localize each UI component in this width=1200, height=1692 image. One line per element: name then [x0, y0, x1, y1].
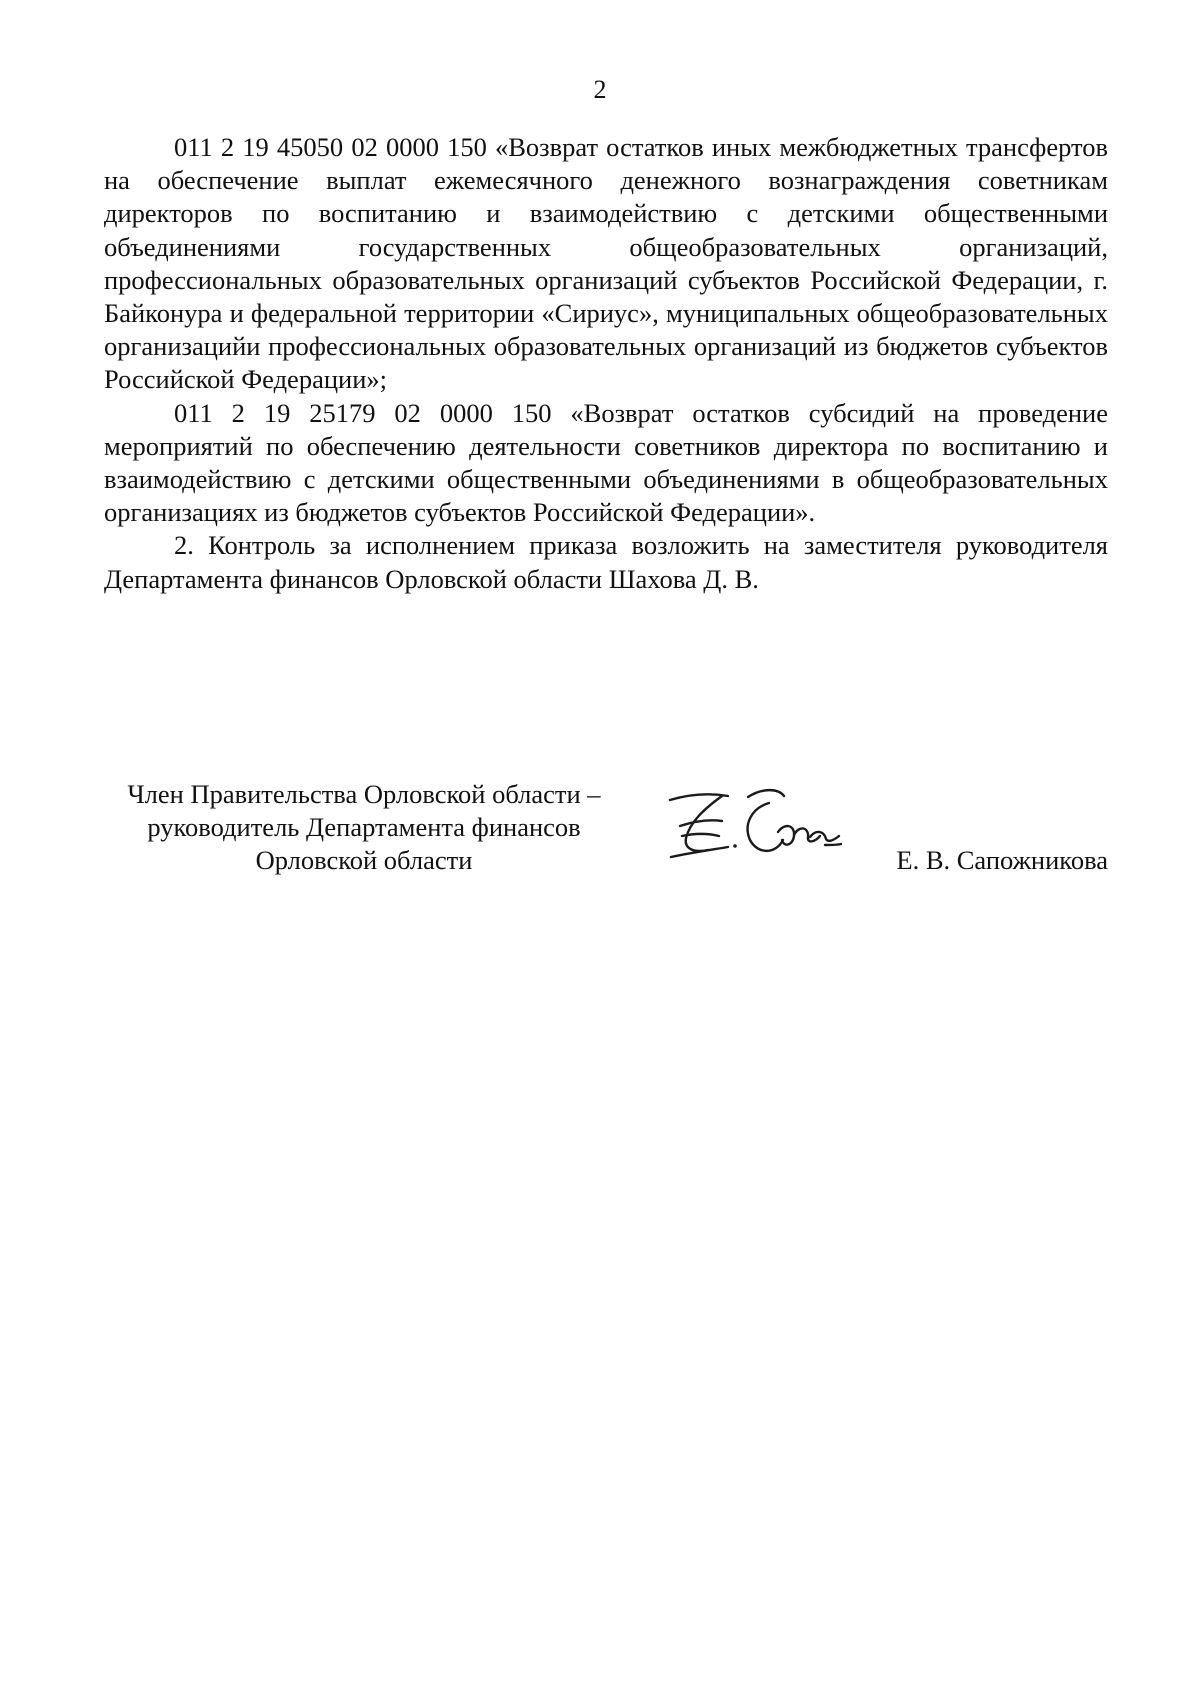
paragraph-budget-code-25179: 011 2 19 25179 02 0000 150 «Возврат остатков субсидий на проведение мероприятий по обеспечению деятельности советников директора по воспитанию и взаимодействию с детскими общественными объединениями в общеобразовательных организациях из бюджетов субъектов Российской Федерации».	[104, 397, 1108, 528]
signatory-position	[104, 778, 624, 877]
page-number: 2	[593, 75, 607, 104]
paragraph-budget-code-45050: 011 2 19 45050 02 0000 150 «Возврат остатков иных межбюджетных трансфертов на обеспечение выплат ежемесячного денежного вознаграждения советникам директоров по воспитанию и взаимодействию с детскими общественными объединениями государственных общеобразовательных организаций, профессиональных образовательных организаций субъектов Российской Федерации, г. Байконура и федеральной территории «Сириус», муниципальных общеобразовательных организацийи профессиональных образовательных организаций из бюджетов субъектов Российской Федерации»;	[104, 132, 1108, 395]
signature-block	[104, 778, 1108, 898]
signatory-name: Е. В. Сапожникова	[896, 845, 1108, 875]
signatory-position-line-3: Орловской области	[255, 845, 473, 875]
signatory-position-line-2: руководитель Департамента финансов	[147, 812, 581, 842]
signatory-position-line-1: Член Правительства Орловской области –	[127, 779, 601, 809]
paragraph-control-clause: 2. Контроль за исполнением приказа возложить на заместителя руководителя Департамента финансов Орловской области Шахова Д. В.	[104, 530, 1108, 594]
handwritten-signature-icon	[652, 778, 842, 888]
document-body	[104, 131, 1108, 596]
